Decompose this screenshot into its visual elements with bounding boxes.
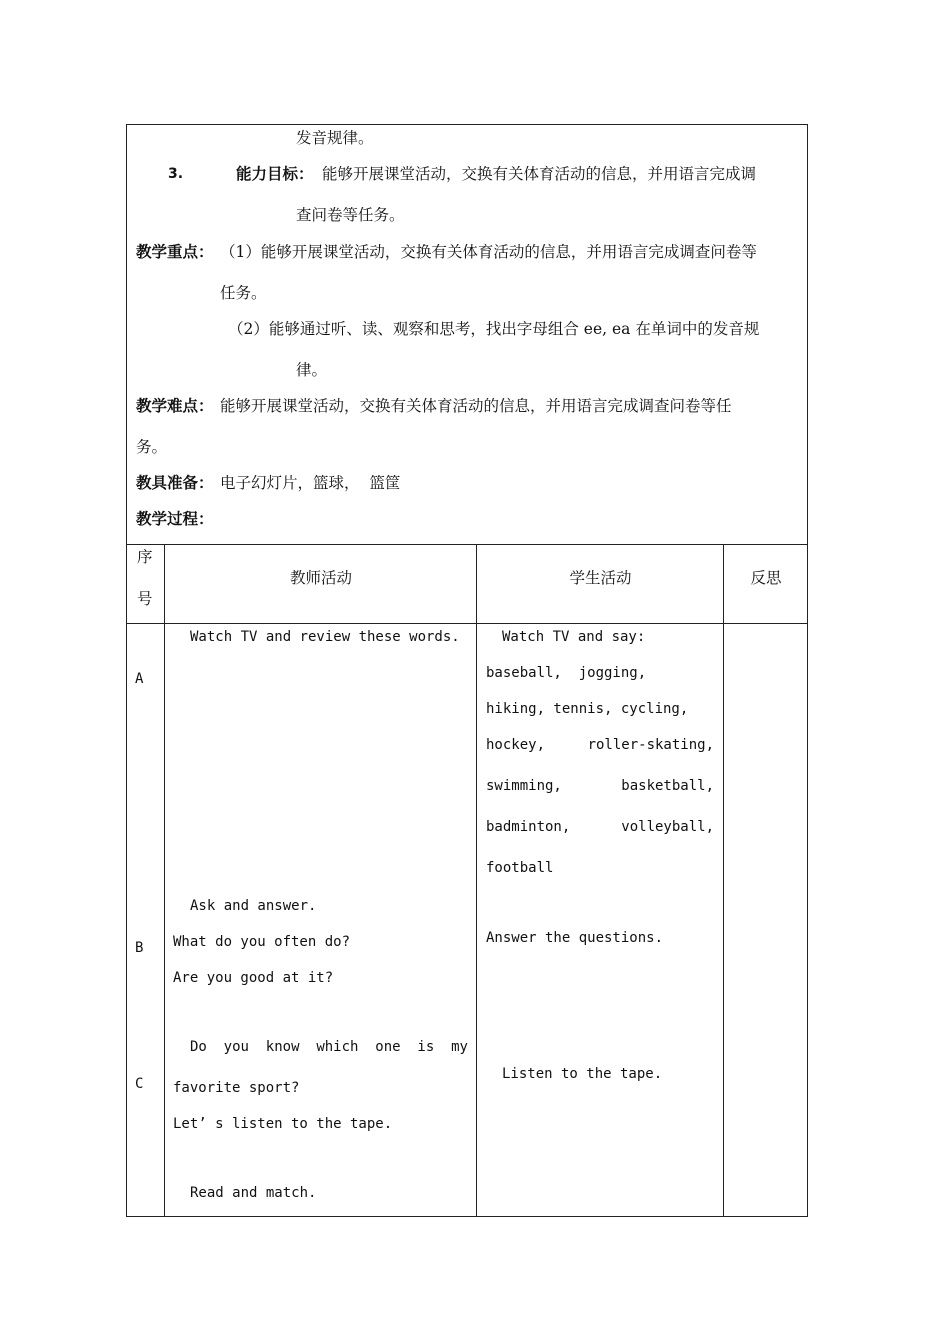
word-which: which [316,1039,359,1055]
key-point-1a: （1）能够开展课堂活动，交换有关体育活动的信息，并用语言完成调查问卷等 [220,243,757,261]
ability-label: 能力目标： [236,164,314,183]
row-b-seq: B [135,940,144,956]
header-student: 学生活动 [569,569,632,587]
row-a-student-line-3: hiking, tennis, cycling, [486,701,689,717]
key-point-1b: 任务。 [220,284,267,302]
word-know: know [265,1039,300,1055]
col-divider-1 [164,544,165,1217]
row-a-student-line-1: Watch TV and say: [502,629,646,645]
header-teacher: 教师活动 [289,569,352,587]
process-label: 教学过程： [136,509,214,528]
word-one: one [375,1039,401,1055]
word-my: my [451,1039,468,1055]
row-a-student-line-2: baseball, jogging, [486,665,647,681]
difficulty-text-1: 能够开展课堂活动，交换有关体育活动的信息，并用语言完成调查问卷等任 [220,397,732,415]
pronunciation-rule-tail: 发音规律。 [296,129,374,147]
row-c-teacher-line-2: favorite sport? [173,1080,300,1096]
table-divider-top [127,544,807,545]
key-point-2b: 律。 [296,361,328,379]
header-seq-1: 序 [137,548,153,566]
difficulty-label: 教学难点： [136,396,214,415]
row-c-teacher-line-4: Read and match. [190,1185,317,1201]
word-you: you [223,1039,249,1055]
key-point-2a: （2）能够通过听、读、观察和思考，找出字母组合 ee, ea 在单词中的发音规 [228,320,760,338]
row-a-student-line-4 [486,735,714,755]
ability-number: 3. [168,166,184,182]
ability-text-1: 能够开展课堂活动，交换有关体育活动的信息，并用语言完成调 [322,165,757,183]
word-roller-skating: roller-skating, [587,737,714,753]
tools-text: 电子幻灯片，篮球， 篮筐 [220,474,401,492]
word-volleyball: volleyball, [621,819,714,835]
row-c-teacher-line-1 [190,1037,468,1057]
word-swimming: swimming, [486,778,562,794]
difficulty-text-2: 务。 [136,438,168,456]
row-a-teacher-line: Watch TV and review these words. [190,629,460,645]
row-b-student-line: Answer the questions. [486,930,664,946]
table-divider-header [127,623,807,624]
word-basketball: basketball, [621,778,714,794]
col-divider-2 [476,544,477,1217]
row-b-teacher-line-2: What do you often do? [173,934,351,950]
tools-label: 教具准备： [136,473,214,492]
row-a-student-line-5 [486,776,714,796]
header-reflection: 反思 [750,569,782,587]
row-b-teacher-line-1: Ask and answer. [190,898,317,914]
col-divider-3 [723,544,724,1217]
row-a-seq: A [135,671,144,687]
row-c-teacher-line-3: Let’ s listen to the tape. [173,1116,393,1132]
row-a-student-line-6 [486,817,714,837]
header-seq-2: 号 [137,590,153,608]
row-a-student-line-7: football [486,860,554,876]
row-b-teacher-line-3: Are you good at it? [173,970,334,986]
row-c-seq: C [135,1076,144,1092]
key-points-label: 教学重点： [136,242,214,261]
word-badminton: badminton, [486,819,571,835]
word-do: Do [190,1039,207,1055]
ability-text-2: 查问卷等任务。 [296,206,405,224]
word-hockey: hockey, [486,737,546,753]
word-is: is [417,1039,435,1055]
row-c-student-line: Listen to the tape. [502,1066,663,1082]
